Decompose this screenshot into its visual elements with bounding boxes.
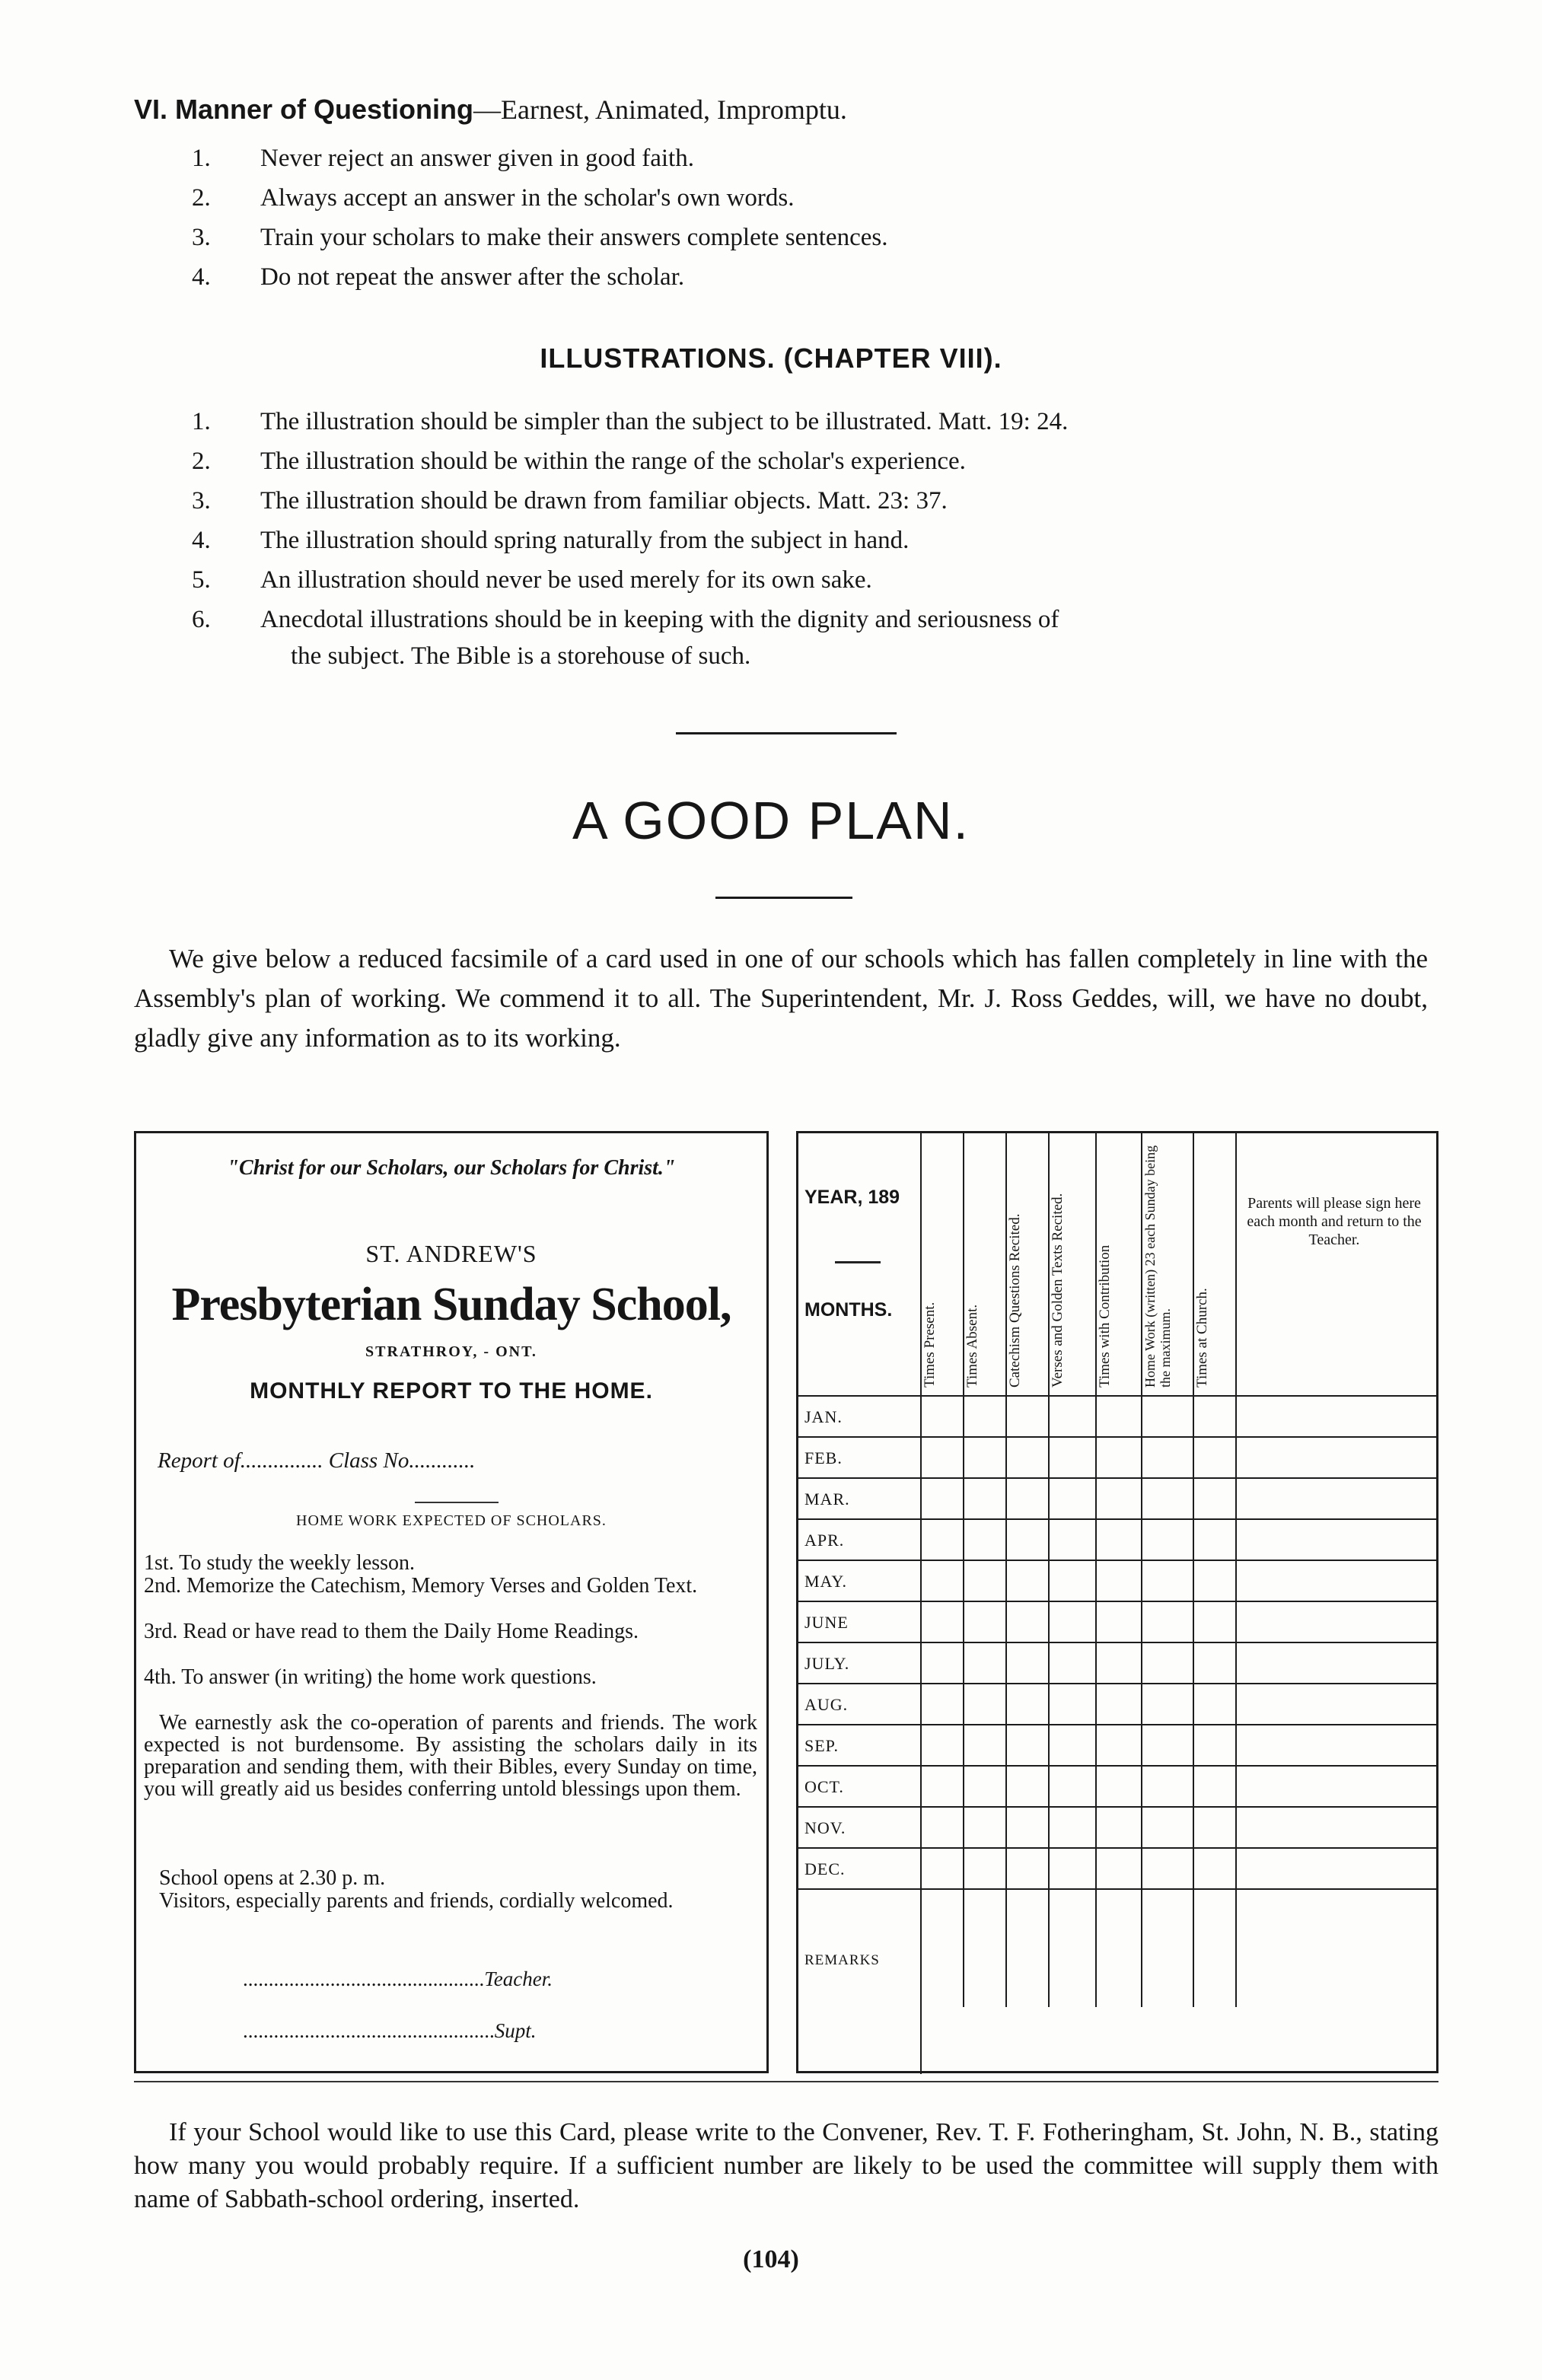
- row-rule: [798, 1560, 1438, 1561]
- item-number: 2.: [192, 184, 211, 212]
- year-label: YEAR, 189: [804, 1187, 900, 1208]
- supt-dots: .................................................: [243, 2019, 495, 2042]
- month-label: SEP.: [804, 1736, 839, 1755]
- column-header: Home Work (written) 23 each Sunday being the maximum.: [1142, 1145, 1173, 1388]
- item-number: 1.: [192, 145, 211, 172]
- month-label: MAR.: [804, 1489, 850, 1509]
- row-rule: [798, 1888, 1438, 1890]
- footer-note: If your School would like to use this Card, please write to the Convener, Rev. T. F. Fotheringham, St. John, N. B., stating how many you would probably require. If a sufficient number are likely to be used the committee will supply them with name of Sabbath-school ordering, inserted.: [134, 2118, 1438, 2213]
- teacher-signature-line: [243, 1967, 553, 1991]
- card-divider: [415, 1502, 499, 1503]
- item-text-continued: the subject. The Bible is a storehouse of such.: [291, 642, 751, 670]
- item-number: 4.: [192, 527, 211, 554]
- month-label: DEC.: [804, 1859, 846, 1878]
- section-vi-item: [192, 143, 1410, 174]
- report-of-label: Report of: [158, 1448, 241, 1473]
- section-vi-item: [192, 183, 1410, 213]
- card-school-name: Presbyterian Sunday School,: [171, 1279, 731, 1330]
- column-header: Times with Contribution: [1097, 1244, 1113, 1388]
- illustration-item: [192, 406, 1440, 437]
- supt-label: Supt.: [494, 2019, 537, 2042]
- row-rule: [798, 1683, 1438, 1684]
- row-rule: [798, 1477, 1438, 1479]
- header-rule: [798, 1395, 1438, 1397]
- section-vi-heading-tail: —Earnest, Animated, Impromptu.: [473, 94, 847, 125]
- row-rule: [798, 1765, 1438, 1767]
- report-card-front: [134, 1131, 769, 2073]
- row-rule: [798, 1436, 1438, 1438]
- item-number: 1.: [192, 408, 211, 435]
- months-label: MONTHS.: [804, 1299, 893, 1321]
- good-plan-intro: We give below a reduced facsimile of a card used in one of our schools which has fallen completely in line with the Assembly's plan of working. We commend it to all. The Superintendent, Mr. J. Ross Geddes, will, we have no doubt, gladly give any information as to its working.: [134, 944, 1428, 1053]
- remarks-label: REMARKS: [804, 1952, 880, 1968]
- card-motto: "Christ for our Scholars, our Scholars for Christ.": [227, 1156, 676, 1180]
- column-header: Times Absent.: [964, 1304, 980, 1388]
- item-text: Anecdotal illustrations should be in keeping with the dignity and seriousness of: [260, 606, 1059, 633]
- report-of-dots: ...............: [240, 1448, 323, 1473]
- card-visitors: Visitors, especially parents and friends, cordially welcomed.: [159, 1889, 674, 1913]
- divider-rule: [715, 897, 852, 899]
- good-plan-title: A GOOD PLAN.: [572, 791, 970, 850]
- card-school-opens: School opens at 2.30 p. m.: [159, 1866, 386, 1890]
- illustrations-heading: ILLUSTRATIONS. (CHAPTER VIII).: [540, 343, 1002, 374]
- item-number: 6.: [192, 606, 211, 633]
- row-rule: [798, 1724, 1438, 1725]
- homework-item: 4th. To answer (in writing) the home work questions.: [144, 1665, 597, 1689]
- row-rule: [798, 1847, 1438, 1849]
- item-text: Train your scholars to make their answers complete sentences.: [260, 224, 888, 251]
- homework-heading: HOME WORK EXPECTED OF SCHOLARS.: [296, 1512, 607, 1529]
- illustration-item: [192, 446, 1440, 476]
- card-report-title: MONTHLY REPORT TO THE HOME.: [250, 1378, 653, 1403]
- card-location: STRATHROY, - ONT.: [365, 1343, 537, 1360]
- page-number: (104): [743, 2245, 799, 2273]
- column-header: Times at Church.: [1194, 1288, 1210, 1388]
- item-number: 5.: [192, 566, 211, 594]
- year-dash: [835, 1261, 881, 1263]
- row-rule: [798, 1806, 1438, 1808]
- item-text: Do not repeat the answer after the scholar.: [260, 263, 685, 291]
- month-label: APR.: [804, 1531, 845, 1550]
- teacher-dots: ...............................................: [243, 1967, 485, 1990]
- item-text: The illustration should be simpler than the subject to be illustrated. Matt. 19: 24.: [260, 408, 1069, 435]
- month-label: MAY.: [804, 1572, 847, 1591]
- illustration-item: [192, 525, 1440, 556]
- illustration-item: [192, 565, 1440, 595]
- month-label: JAN.: [804, 1407, 843, 1426]
- item-number: 2.: [192, 448, 211, 475]
- monthly-report-table: [796, 1131, 1438, 2073]
- month-label: NOV.: [804, 1818, 846, 1837]
- card-appeal: We earnestly ask the co-operation of parents and friends. The work expected is not burdensome. By assisting the scholars daily in its preparation and sending them, with their Bibles, every Sunday on time, you will greatly aid us besides conferring untold blessings upon them.: [144, 1711, 757, 1801]
- illustration-item: [192, 604, 1440, 674]
- homework-item: 3rd. Read or have read to them the Daily Home Readings.: [144, 1620, 639, 1643]
- section-vi-item: [192, 262, 1410, 292]
- month-label: FEB.: [804, 1448, 843, 1467]
- month-label: JULY.: [804, 1654, 850, 1673]
- column-divider: [1235, 1133, 1237, 2007]
- section-vi-heading: [134, 94, 847, 125]
- card-church-name: ST. ANDREW'S: [365, 1240, 537, 1267]
- item-number: 3.: [192, 224, 211, 251]
- supt-signature-line: [243, 2019, 537, 2043]
- item-number: 4.: [192, 263, 211, 291]
- item-number: 3.: [192, 487, 211, 515]
- class-no-label: Class No: [328, 1448, 409, 1473]
- item-text: Always accept an answer in the scholar's own words.: [260, 184, 795, 212]
- month-label: OCT.: [804, 1777, 844, 1796]
- card-report-of-line: [158, 1448, 475, 1474]
- month-label: JUNE: [804, 1613, 849, 1632]
- column-header: Verses and Golden Texts Recited.: [1050, 1193, 1066, 1388]
- item-text: The illustration should spring naturally from the subject in hand.: [260, 527, 910, 554]
- row-rule: [798, 1601, 1438, 1602]
- parents-note: Parents will please sign here each month and return to the Teacher.: [1247, 1195, 1422, 1248]
- item-text: An illustration should never be used merely for its own sake.: [260, 566, 872, 594]
- homework-item: 1st. To study the weekly lesson.: [144, 1551, 416, 1575]
- column-header: Catechism Questions Recited.: [1007, 1213, 1023, 1388]
- item-text: The illustration should be within the range of the scholar's experience.: [260, 448, 966, 475]
- section-end-rule: [134, 2081, 1438, 2082]
- month-label: AUG.: [804, 1695, 849, 1714]
- class-no-dots: ............: [409, 1448, 476, 1473]
- section-vi-item: [192, 222, 1410, 253]
- row-rule: [798, 1642, 1438, 1643]
- row-rule: [798, 1518, 1438, 1520]
- divider-rule: [676, 732, 897, 734]
- teacher-label: Teacher.: [484, 1967, 553, 1990]
- item-text: The illustration should be drawn from familiar objects. Matt. 23: 37.: [260, 487, 948, 515]
- homework-item: 2nd. Memorize the Catechism, Memory Verses and Golden Text.: [144, 1574, 698, 1598]
- item-text: Never reject an answer given in good faith.: [260, 145, 694, 172]
- illustration-item: [192, 486, 1440, 516]
- section-vi-heading-bold: VI. Manner of Questioning: [134, 94, 474, 125]
- column-header: Times Present.: [922, 1302, 938, 1388]
